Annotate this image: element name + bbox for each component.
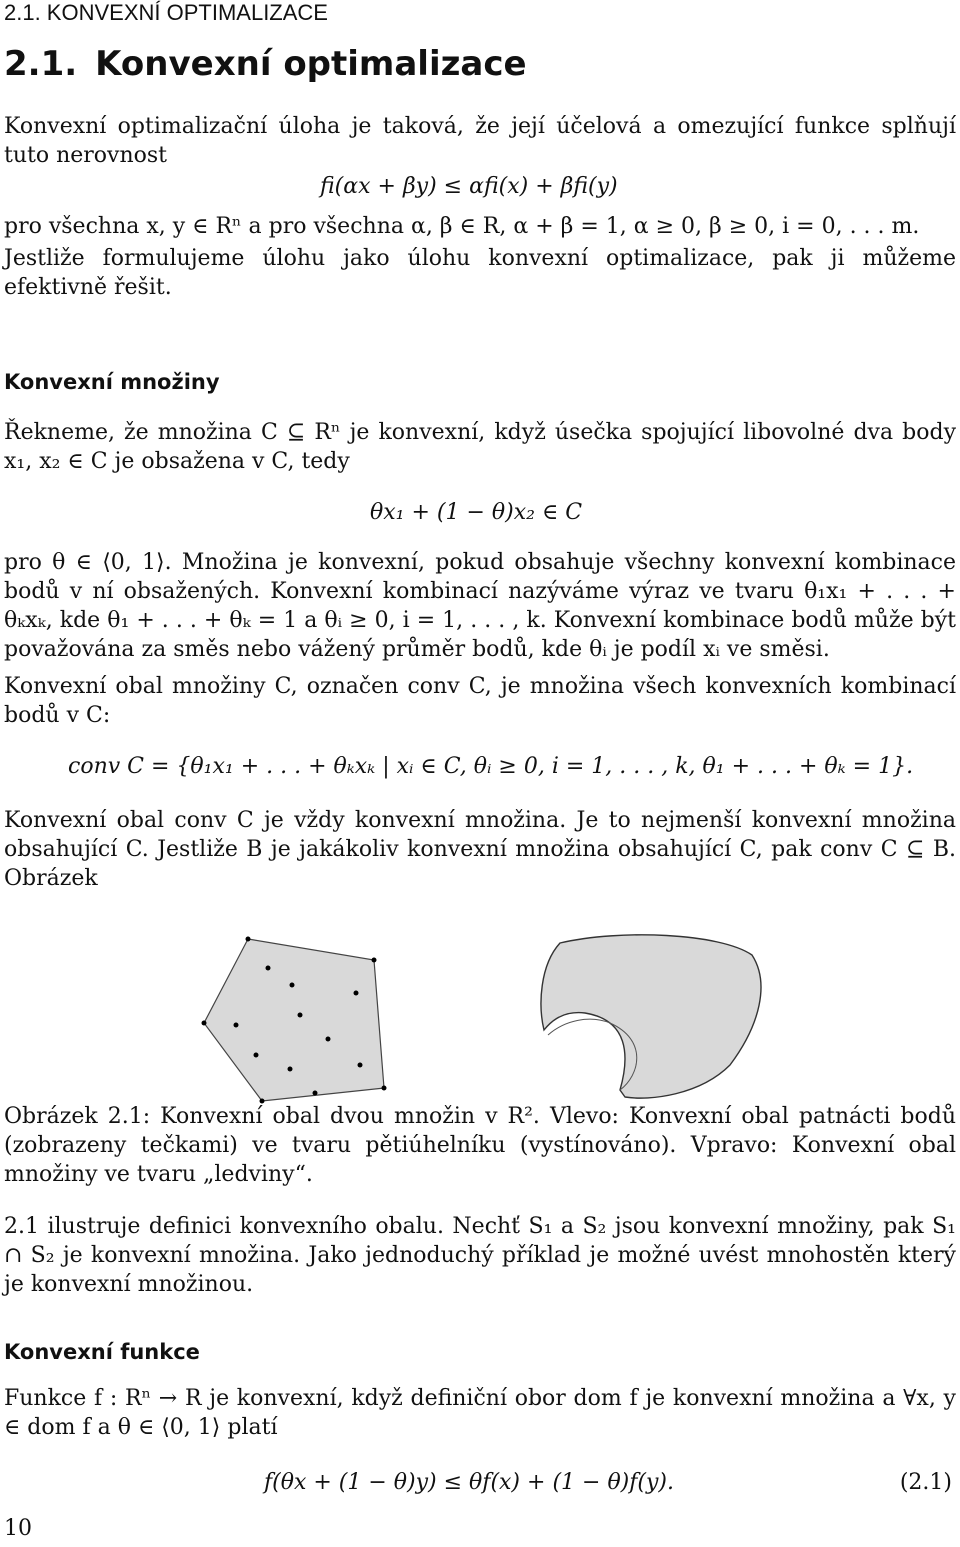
equation-number: (2.1) (899, 1470, 952, 1495)
point (290, 983, 295, 988)
sets-paragraph-2: pro θ ∈ ⟨0, 1⟩. Množina je konvexní, pokud obsahuje všechny konvexní kombinace bodů v ní obsažených. Konvexní kombinací nazýváme výraz ve tvaru θ₁x₁ + . . . + θₖxₖ, kde θ₁ + . . . + θₖ = 1 a θᵢ ≥ 0, i = 1, . . . , k. Konvexní kombinace bodů může být považována za směs nebo vážený průměr bodů, kde θᵢ je podíl xᵢ ve směsi. (4, 550, 956, 662)
pentagon-hull (204, 939, 384, 1101)
intro-conclusion: Jestliže formulujeme úlohu jako úlohu konvexní optimalizace, pak ji můžeme efektivně řešit. (4, 246, 956, 300)
intro-equation: fi(αx + βy) ≤ αfi(x) + βfi(y) (320, 174, 618, 199)
point (382, 1086, 387, 1091)
sets-paragraph-3: Konvexní obal množiny C, označen conv C, je množina všech konvexních kombinací bodů v C: (4, 674, 956, 728)
point (288, 1067, 293, 1072)
functions-equation: f(θx + (1 − θ)y) ≤ θf(x) + (1 − θ)f(y). (264, 1470, 674, 1495)
intro-conditions: pro všechna x, y ∈ Rⁿ a pro všechna α, β ∈ R, α + β = 1, α ≥ 0, β ≥ 0, i = 0, . . . m. (4, 214, 920, 239)
point (358, 1063, 363, 1068)
point (298, 1013, 303, 1018)
point (266, 966, 271, 971)
kidney-hull (541, 935, 761, 1098)
section-number: 2.1. (4, 44, 78, 84)
figure-caption: Obrázek 2.1: Konvexní obal dvou množin v R². Vlevo: Konvexní obal patnácti bodů (zobrazeny tečkami) ve tvaru pětiúhelníku (vystínováno). Vpravo: Konvexní obal množiny ve tvaru „ledviny“. (4, 1104, 956, 1187)
convex-hull-figure (0, 925, 960, 1105)
section-title: Konvexní optimalizace (95, 44, 527, 84)
functions-paragraph: Funkce f : Rⁿ → R je konvexní, když definiční obor dom f je konvexní množina a ∀x, y ∈ dom f a θ ∈ ⟨0, 1⟩ platí (4, 1386, 956, 1440)
functions-heading: Konvexní funkce (4, 1340, 200, 1364)
point (234, 1023, 239, 1028)
sets-paragraph-1: Řekneme, že množina C ⊆ Rⁿ je konvexní, když úsečka spojující libovolné dva body x₁, x₂ ∈ C je obsažena v C, tedy (4, 420, 956, 474)
page-number: 10 (4, 1516, 32, 1541)
point (354, 991, 359, 996)
sets-equation-1: θx₁ + (1 − θ)x₂ ∈ C (370, 500, 583, 525)
running-header: 2.1. KONVEXNÍ OPTIMALIZACE (4, 0, 328, 25)
point (313, 1091, 318, 1096)
sets-equation-2: conv C = {θ₁x₁ + . . . + θₖxₖ | xᵢ ∈ C, θᵢ ≥ 0, i = 1, . . . , k, θ₁ + . . . + θₖ = 1}. (68, 754, 914, 779)
sets-paragraph-4: Konvexní obal conv C je vždy konvexní množina. Je to nejmenší konvexní množina obsahující C. Jestliže B je jakákoliv konvexní množina obsahující C, pak conv C ⊆ B. Obrázek (4, 808, 956, 891)
point (202, 1021, 207, 1026)
intro-text: Konvexní optimalizační úloha je taková, že její účelová a omezující funkce splňují tuto nerovnost (4, 114, 956, 168)
section-heading (4, 44, 527, 84)
after-figure-paragraph: 2.1 ilustruje definici konvexního obalu. Nechť S₁ a S₂ jsou konvexní množiny, pak S₁ ∩ S₂ je konvexní množina. Jako jednoduchý příklad je možné uvést mnohostěn který je konvexní množinou. (4, 1214, 956, 1297)
point (254, 1053, 259, 1058)
sets-heading: Konvexní množiny (4, 370, 220, 394)
point (246, 937, 251, 942)
point (326, 1037, 331, 1042)
point (372, 958, 377, 963)
